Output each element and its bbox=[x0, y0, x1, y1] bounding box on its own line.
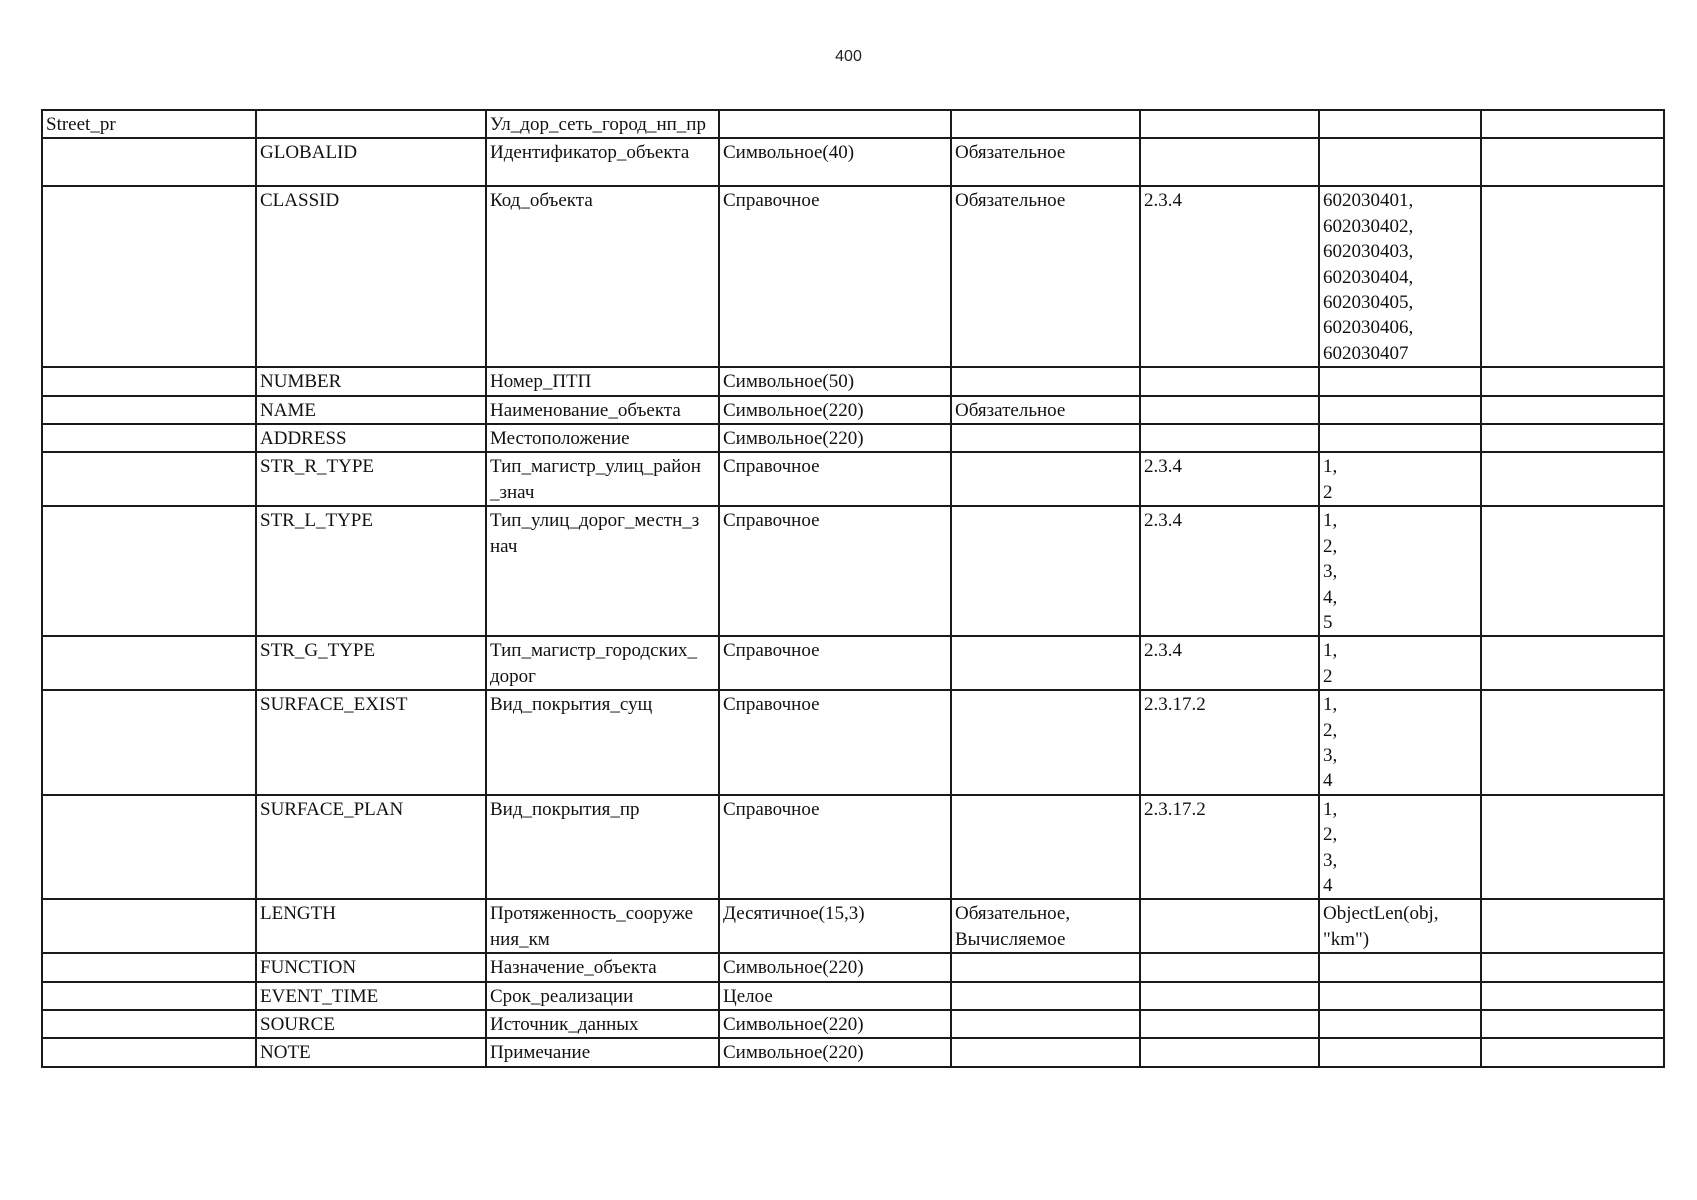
table-row bbox=[42, 424, 1664, 452]
field-name-cell bbox=[256, 110, 486, 138]
layer-name-cell bbox=[42, 1038, 256, 1066]
layer-name-cell bbox=[42, 138, 256, 186]
classifier-ref-cell bbox=[1140, 982, 1319, 1010]
allowed-values-cell bbox=[1319, 982, 1481, 1010]
allowed-values-cell: ObjectLen(obj, "km") bbox=[1319, 899, 1481, 953]
layer-name-cell: Street_pr bbox=[42, 110, 256, 138]
classifier-ref-cell: 2.3.4 bbox=[1140, 186, 1319, 367]
field-name-cell: ADDRESS bbox=[256, 424, 486, 452]
notes-cell bbox=[1481, 1010, 1664, 1038]
field-type-cell: Справочное bbox=[719, 690, 951, 795]
classifier-ref-cell: 2.3.4 bbox=[1140, 452, 1319, 506]
allowed-values-cell bbox=[1319, 110, 1481, 138]
table-row bbox=[42, 953, 1664, 981]
table-row bbox=[42, 1038, 1664, 1066]
field-type-cell: Символьное(50) bbox=[719, 367, 951, 395]
field-type-cell: Символьное(220) bbox=[719, 1038, 951, 1066]
field-requirement-cell bbox=[951, 452, 1140, 506]
layer-name-cell bbox=[42, 953, 256, 981]
allowed-values-cell: 1, 2 bbox=[1319, 452, 1481, 506]
field-type-cell: Символьное(40) bbox=[719, 138, 951, 186]
field-requirement-cell bbox=[951, 795, 1140, 900]
allowed-values-cell bbox=[1319, 367, 1481, 395]
allowed-values-cell bbox=[1319, 953, 1481, 981]
notes-cell bbox=[1481, 953, 1664, 981]
field-requirement-cell bbox=[951, 1010, 1140, 1038]
table-row bbox=[42, 367, 1664, 395]
table-row bbox=[42, 899, 1664, 953]
field-alias-cell: Источник_данных bbox=[486, 1010, 719, 1038]
table-row bbox=[42, 186, 1664, 367]
field-alias-cell: Идентификатор_объекта bbox=[486, 138, 719, 186]
layer-name-cell bbox=[42, 186, 256, 367]
field-name-cell: NUMBER bbox=[256, 367, 486, 395]
layer-name-cell bbox=[42, 636, 256, 690]
notes-cell bbox=[1481, 186, 1664, 367]
page-number: 400 bbox=[835, 48, 862, 65]
notes-cell bbox=[1481, 506, 1664, 636]
allowed-values-cell: 1, 2, 3, 4, 5 bbox=[1319, 506, 1481, 636]
field-requirement-cell: Обязательное bbox=[951, 186, 1140, 367]
table-row bbox=[42, 636, 1664, 690]
field-name-cell: SOURCE bbox=[256, 1010, 486, 1038]
layer-name-cell bbox=[42, 367, 256, 395]
field-name-cell: NOTE bbox=[256, 1038, 486, 1066]
field-name-cell: NAME bbox=[256, 396, 486, 424]
table-row bbox=[42, 795, 1664, 900]
classifier-ref-cell bbox=[1140, 1010, 1319, 1038]
allowed-values-cell bbox=[1319, 1010, 1481, 1038]
classifier-ref-cell: 2.3.17.2 bbox=[1140, 795, 1319, 900]
notes-cell bbox=[1481, 636, 1664, 690]
field-alias-cell: Наименование_объекта bbox=[486, 396, 719, 424]
field-type-cell bbox=[719, 110, 951, 138]
notes-cell bbox=[1481, 396, 1664, 424]
classifier-ref-cell bbox=[1140, 138, 1319, 186]
classifier-ref-cell bbox=[1140, 110, 1319, 138]
layer-name-cell bbox=[42, 424, 256, 452]
field-alias-cell: Вид_покрытия_сущ bbox=[486, 690, 719, 795]
field-requirement-cell bbox=[951, 110, 1140, 138]
classifier-ref-cell: 2.3.17.2 bbox=[1140, 690, 1319, 795]
field-alias-cell: Код_объекта bbox=[486, 186, 719, 367]
field-name-cell: SURFACE_PLAN bbox=[256, 795, 486, 900]
allowed-values-cell bbox=[1319, 396, 1481, 424]
classifier-ref-cell bbox=[1140, 953, 1319, 981]
field-name-cell: LENGTH bbox=[256, 899, 486, 953]
classifier-ref-cell: 2.3.4 bbox=[1140, 506, 1319, 636]
field-name-cell: STR_L_TYPE bbox=[256, 506, 486, 636]
table-header-row bbox=[42, 110, 1664, 138]
table-row bbox=[42, 690, 1664, 795]
layer-name-cell bbox=[42, 1010, 256, 1038]
field-requirement-cell bbox=[951, 636, 1140, 690]
field-alias-cell: Номер_ПТП bbox=[486, 367, 719, 395]
field-type-cell: Справочное bbox=[719, 506, 951, 636]
allowed-values-cell: 1, 2, 3, 4 bbox=[1319, 795, 1481, 900]
field-type-cell: Символьное(220) bbox=[719, 1010, 951, 1038]
classifier-ref-cell bbox=[1140, 367, 1319, 395]
layer-name-cell bbox=[42, 506, 256, 636]
classifier-ref-cell bbox=[1140, 1038, 1319, 1066]
field-name-cell: EVENT_TIME bbox=[256, 982, 486, 1010]
layer-name-cell bbox=[42, 899, 256, 953]
classifier-ref-cell bbox=[1140, 899, 1319, 953]
table-row bbox=[42, 452, 1664, 506]
field-alias-cell: Тип_улиц_дорог_местн_з нач bbox=[486, 506, 719, 636]
notes-cell bbox=[1481, 899, 1664, 953]
layer-name-cell bbox=[42, 795, 256, 900]
field-type-cell: Символьное(220) bbox=[719, 396, 951, 424]
layer-name-cell bbox=[42, 396, 256, 424]
field-requirement-cell bbox=[951, 982, 1140, 1010]
field-alias-cell: Местоположение bbox=[486, 424, 719, 452]
field-requirement-cell bbox=[951, 367, 1140, 395]
field-type-cell: Символьное(220) bbox=[719, 424, 951, 452]
field-alias-cell: Ул_дор_сеть_город_нп_пр bbox=[486, 110, 719, 138]
field-alias-cell: Вид_покрытия_пр bbox=[486, 795, 719, 900]
field-type-cell: Символьное(220) bbox=[719, 953, 951, 981]
classifier-ref-cell: 2.3.4 bbox=[1140, 636, 1319, 690]
notes-cell bbox=[1481, 367, 1664, 395]
field-type-cell: Справочное bbox=[719, 186, 951, 367]
field-requirement-cell bbox=[951, 953, 1140, 981]
notes-cell bbox=[1481, 424, 1664, 452]
field-requirement-cell bbox=[951, 1038, 1140, 1066]
field-alias-cell: Протяженность_сооруже ния_км bbox=[486, 899, 719, 953]
classifier-ref-cell bbox=[1140, 424, 1319, 452]
attribute-table-body bbox=[42, 110, 1664, 1067]
field-type-cell: Справочное bbox=[719, 636, 951, 690]
allowed-values-cell bbox=[1319, 138, 1481, 186]
allowed-values-cell: 602030401, 602030402, 602030403, 602030404, 602030405, 602030406, 602030407 bbox=[1319, 186, 1481, 367]
field-name-cell: CLASSID bbox=[256, 186, 486, 367]
table-row bbox=[42, 138, 1664, 186]
field-type-cell: Справочное bbox=[719, 795, 951, 900]
field-name-cell: STR_G_TYPE bbox=[256, 636, 486, 690]
allowed-values-cell: 1, 2, 3, 4 bbox=[1319, 690, 1481, 795]
field-type-cell: Целое bbox=[719, 982, 951, 1010]
allowed-values-cell bbox=[1319, 424, 1481, 452]
notes-cell bbox=[1481, 110, 1664, 138]
table-row bbox=[42, 506, 1664, 636]
field-requirement-cell bbox=[951, 690, 1140, 795]
field-type-cell: Десятичное(15,3) bbox=[719, 899, 951, 953]
field-requirement-cell bbox=[951, 506, 1140, 636]
table-row bbox=[42, 982, 1664, 1010]
field-requirement-cell: Обязательное bbox=[951, 138, 1140, 186]
notes-cell bbox=[1481, 138, 1664, 186]
field-name-cell: FUNCTION bbox=[256, 953, 486, 981]
layer-name-cell bbox=[42, 452, 256, 506]
layer-name-cell bbox=[42, 690, 256, 795]
field-alias-cell: Тип_магистр_улиц_район _знач bbox=[486, 452, 719, 506]
field-alias-cell: Тип_магистр_городских_ дорог bbox=[486, 636, 719, 690]
layer-name-cell bbox=[42, 982, 256, 1010]
field-requirement-cell: Обязательное, Вычисляемое bbox=[951, 899, 1140, 953]
allowed-values-cell bbox=[1319, 1038, 1481, 1066]
classifier-ref-cell bbox=[1140, 396, 1319, 424]
attribute-table bbox=[41, 109, 1665, 1068]
field-name-cell: GLOBALID bbox=[256, 138, 486, 186]
field-alias-cell: Срок_реализации bbox=[486, 982, 719, 1010]
field-requirement-cell: Обязательное bbox=[951, 396, 1140, 424]
notes-cell bbox=[1481, 690, 1664, 795]
field-name-cell: STR_R_TYPE bbox=[256, 452, 486, 506]
notes-cell bbox=[1481, 795, 1664, 900]
notes-cell bbox=[1481, 982, 1664, 1010]
field-name-cell: SURFACE_EXIST bbox=[256, 690, 486, 795]
notes-cell bbox=[1481, 1038, 1664, 1066]
table-row bbox=[42, 1010, 1664, 1038]
field-type-cell: Справочное bbox=[719, 452, 951, 506]
field-requirement-cell bbox=[951, 424, 1140, 452]
allowed-values-cell: 1, 2 bbox=[1319, 636, 1481, 690]
field-alias-cell: Назначение_объекта bbox=[486, 953, 719, 981]
table-row bbox=[42, 396, 1664, 424]
field-alias-cell: Примечание bbox=[486, 1038, 719, 1066]
notes-cell bbox=[1481, 452, 1664, 506]
